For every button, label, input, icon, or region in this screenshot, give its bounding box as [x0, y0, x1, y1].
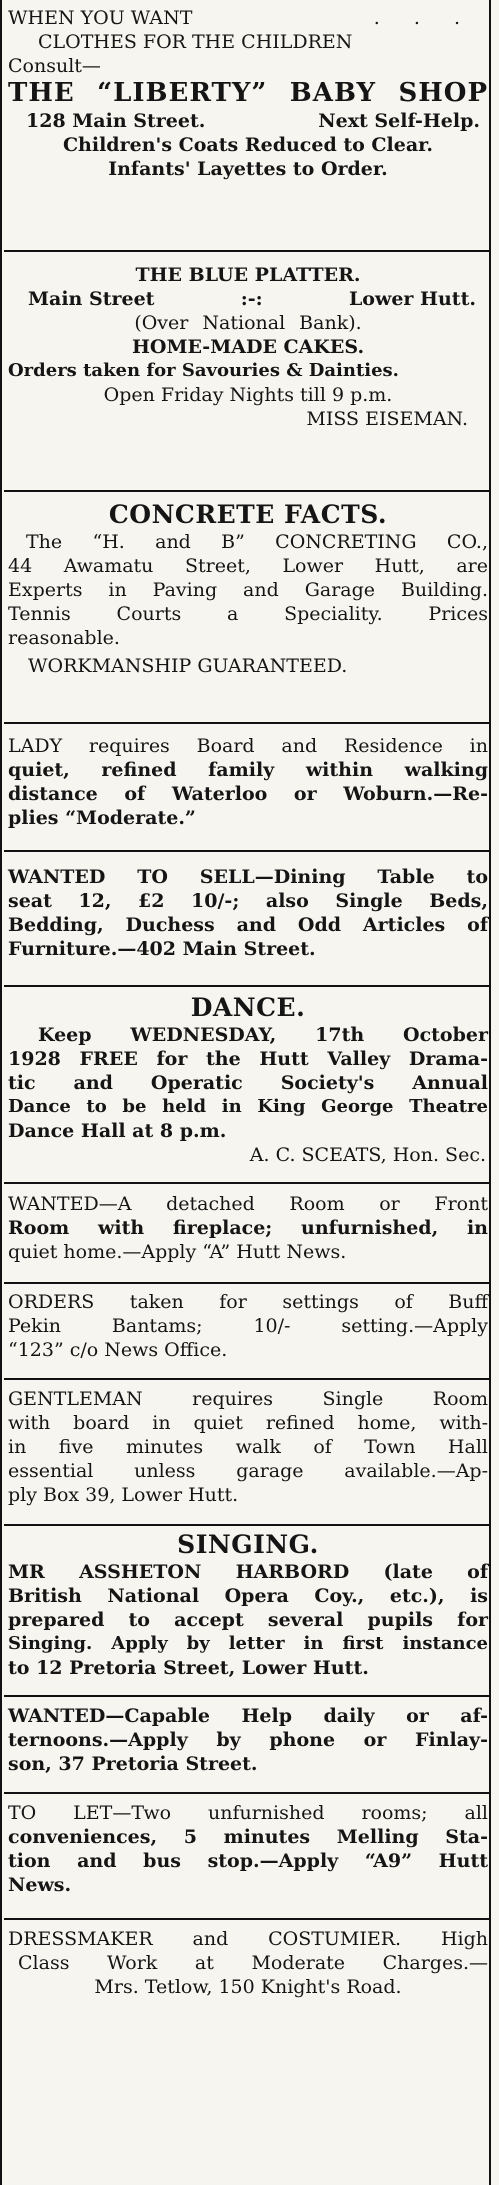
ad-heading: CONCRETE FACTS.: [108, 500, 388, 529]
ad-line: (Over National Bank).: [134, 312, 362, 334]
ad-text: Next Self-Help.: [318, 110, 480, 132]
ad-line: DRESSMAKER and COSTUMIER. High: [8, 1928, 488, 1950]
ad-line: son, 37 Pretoria Street.: [8, 1753, 258, 1775]
ad-wanted-help: [8, 1704, 488, 1776]
ad-line: TO LET—Two unfurnished rooms; all: [8, 1802, 488, 1824]
divider: [4, 1378, 491, 1380]
ad-line: Dance Hall at 8 p.m.: [8, 1120, 227, 1142]
ad-line: quiet home.—Apply “A” Hutt News.: [8, 1241, 347, 1263]
ad-line: A. C. SCEATS, Hon. Sec.: [249, 1144, 486, 1166]
ad-heading: THE BLUE PLATTER.: [135, 264, 361, 286]
ad-text: :-:: [240, 288, 263, 310]
divider: [4, 985, 491, 987]
ad-line: HOME-MADE CAKES.: [131, 336, 365, 358]
ad-line: Singing. Apply by letter in first instance: [8, 1633, 488, 1654]
ad-lady-board: [8, 734, 488, 830]
ad-line: Keep WEDNESDAY, 17th October: [38, 1024, 488, 1046]
ad-blue-platter: [8, 263, 488, 431]
ad-line: ternoons.—Apply by phone or Finlay-: [8, 1729, 488, 1751]
ad-line: quiet, refined family within walking: [8, 759, 488, 781]
ad-line: 44 Awamatu Street, Lower Hutt, are: [8, 555, 488, 577]
divider: [4, 1524, 491, 1526]
ad-pekin-bantams: [8, 1290, 488, 1362]
ad-line: with board in quiet refined home, with-: [8, 1412, 488, 1434]
ad-line: Pekin Bantams; 10/- setting.—Apply: [8, 1315, 488, 1337]
ad-line: MISS EISEMAN.: [306, 408, 468, 430]
ad-line: Children's Coats Reduced to Clear.: [62, 134, 434, 156]
ad-line: [8, 287, 488, 311]
ad-line: Furniture.—402 Main Street.: [8, 938, 316, 960]
ad-line: British National Opera Coy., etc.), is: [8, 1585, 488, 1607]
ad-line: Infants' Layettes to Order.: [108, 158, 388, 180]
ad-line: GENTLEMAN requires Single Room: [8, 1388, 488, 1410]
ad-line: ply Box 39, Lower Hutt.: [8, 1484, 239, 1506]
ad-line: plies “Moderate.”: [8, 807, 196, 829]
ad-liberty-baby-shop: [8, 6, 488, 181]
ad-line: Class Work at Moderate Charges.—: [18, 1952, 488, 1974]
divider: [4, 1792, 491, 1794]
ad-line: in five minutes walk of Town Hall: [8, 1436, 488, 1458]
ad-line: essential unless garage available.—Ap-: [8, 1460, 488, 1482]
ad-dressmaker: [8, 1927, 488, 1999]
ad-line: tic and Operatic Society's Annual: [8, 1072, 488, 1094]
ad-line: WANTED—A detached Room or Front: [8, 1193, 488, 1215]
ad-line: Tennis Courts a Speciality. Prices: [8, 603, 488, 625]
ad-text: WHEN YOU WANT: [8, 7, 193, 29]
ad-line: Mrs. Tetlow, 150 Knight's Road.: [94, 1976, 402, 1998]
ad-line: conveniences, 5 minutes Melling Sta-: [8, 1826, 488, 1848]
ad-line: News.: [8, 1874, 72, 1896]
ad-dance: [8, 993, 488, 1167]
ad-line: Orders taken for Savouries & Dainties.: [8, 360, 399, 381]
ad-text: 128 Main Street.: [26, 110, 206, 132]
ad-line: “123” c/o News Office.: [8, 1339, 228, 1361]
ad-line: [8, 6, 488, 30]
ad-line: distance of Waterloo or Woburn.—Re-: [8, 783, 488, 805]
ad-singing: [8, 1530, 488, 1680]
ad-text: . . .: [373, 7, 474, 29]
divider: [4, 722, 491, 724]
ad-line: CLOTHES FOR THE CHILDREN: [38, 31, 353, 53]
ad-line: Dance to be held in King George Theatre: [8, 1096, 488, 1117]
ad-heading: THE “LIBERTY” BABY SHOP: [8, 78, 488, 108]
ad-heading: DANCE.: [190, 993, 306, 1022]
ad-line: MR ASSHETON HARBORD (late of: [8, 1561, 488, 1583]
divider: [4, 1695, 491, 1697]
divider: [4, 490, 491, 492]
ad-line: Experts in Paving and Garage Building.: [8, 579, 488, 601]
ad-line: Consult—: [8, 55, 101, 77]
ad-text: Lower Hutt.: [348, 288, 476, 310]
ad-line: tion and bus stop.—Apply “A9” Hutt: [8, 1850, 488, 1872]
ad-line: LADY requires Board and Residence in: [8, 735, 488, 757]
ad-line: The “H. and B” CONCRETING CO.,: [26, 531, 488, 553]
divider: [4, 250, 491, 252]
ad-line: reasonable.: [8, 627, 120, 649]
divider: [4, 1182, 491, 1184]
divider: [4, 1282, 491, 1284]
ad-line: prepared to accept several pupils for: [8, 1609, 488, 1631]
divider: [4, 1918, 491, 1920]
ad-heading: SINGING.: [177, 1530, 319, 1559]
ad-line: Room with fireplace; unfurnished, in: [8, 1217, 488, 1239]
ad-wanted-to-sell: [8, 865, 488, 961]
ad-line: 1928 FREE for the Hutt Valley Drama-: [8, 1048, 488, 1070]
ad-concrete-facts: [8, 500, 488, 678]
ad-wanted-room: [8, 1192, 488, 1264]
ad-line: [8, 109, 488, 133]
ad-to-let: [8, 1801, 488, 1897]
ad-line: Open Friday Nights till 9 p.m.: [103, 384, 393, 406]
ad-line: WANTED TO SELL—Dining Table to: [8, 866, 488, 888]
ad-line: ORDERS taken for settings of Buff: [8, 1291, 488, 1313]
divider: [4, 850, 491, 852]
ad-line: Bedding, Duchess and Odd Articles of: [8, 914, 488, 936]
ad-gentleman-room: [8, 1387, 488, 1507]
ad-line: WORKMANSHIP GUARANTEED.: [28, 655, 348, 677]
ad-line: seat 12, £2 10/-; also Single Beds,: [8, 890, 488, 912]
ad-line: WANTED—Capable Help daily or af-: [8, 1705, 488, 1727]
ad-line: to 12 Pretoria Street, Lower Hutt.: [8, 1657, 369, 1679]
ad-text: Main Street: [28, 288, 155, 310]
